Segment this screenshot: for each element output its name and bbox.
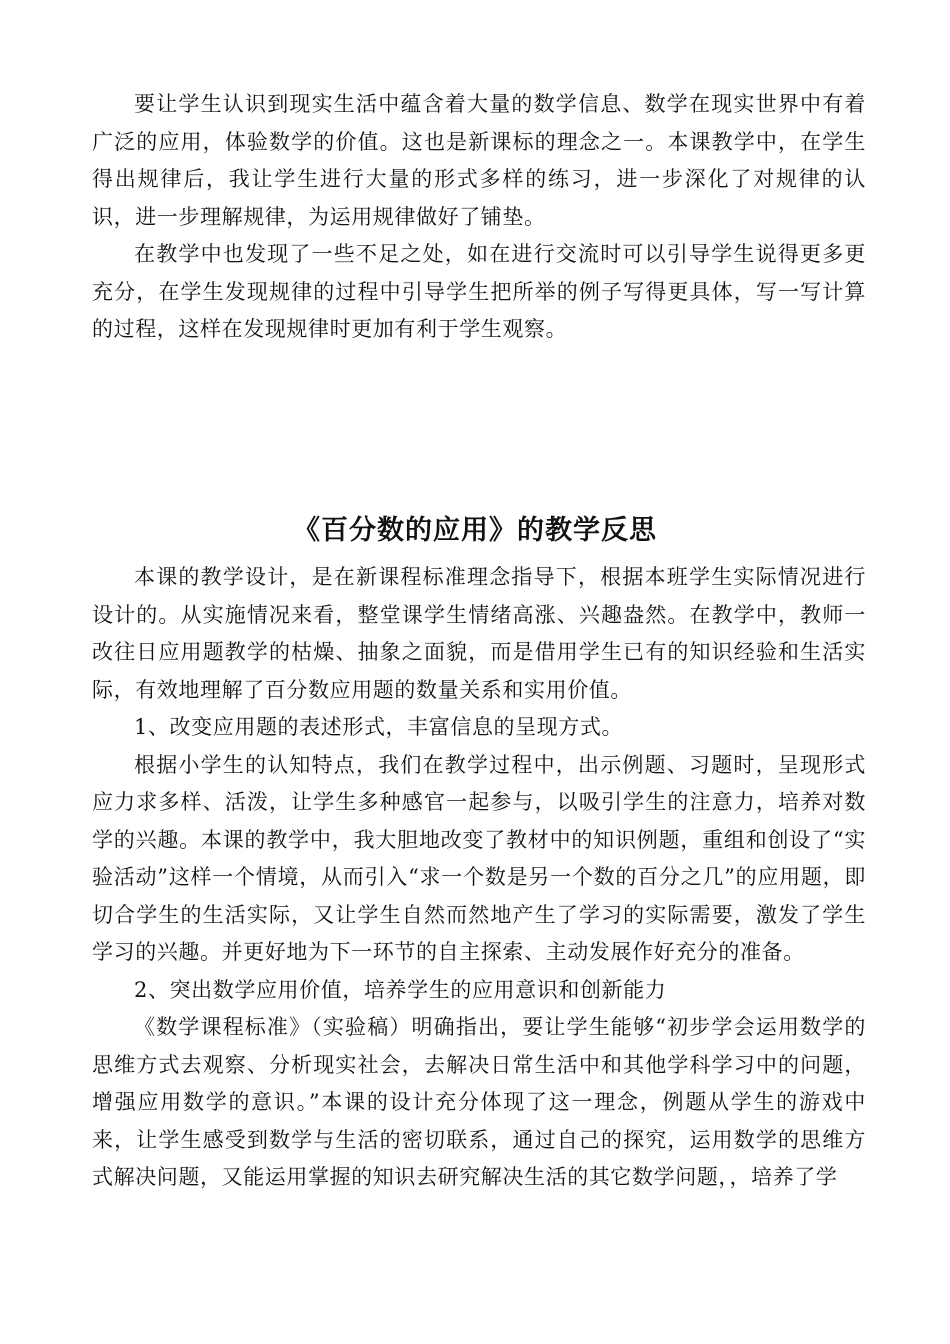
- article-title: 《百分数的应用》的教学反思: [293, 515, 657, 546]
- paragraph: 根据小学生的认知特点，我们在教学过程中，出示例题、习题时，呈现形式应力求多样、活泼，让学生多种感官一起参与，以吸引学生的注意力，培养对数学的兴趣。本课的教学中，我大胆地改变了教材中的知识例题，重组和创设了“实验活动”这样一个情境，从而引入“求一个数是另一个数的百分之几”的应用题，即切合学生的生活实际，又让学生自然而然地产生了学习的实际需要，激发了学生学习的兴趣。并更好地为下一环节的自主探索、主动发展作好充分的准备。: [92, 752, 866, 964]
- top-section: [92, 86, 866, 349]
- article-body: [92, 559, 866, 1197]
- paragraph: 在教学中也发现了一些不足之处，如在进行交流时可以引导学生说得更多更充分，在学生发现规律的过程中引导学生把所举的例子写得更具体，写一写计算的过程，这样在发现规律时更加有利于学生观察。: [92, 242, 866, 341]
- paragraph: 本课的教学设计，是在新课程标准理念指导下，根据本班学生实际情况进行设计的。从实施情况来看，整堂课学生情绪高涨、兴趣盎然。在教学中，教师一改往日应用题教学的枯燥、抽象之面貌，而是借用学生已有的知识经验和生活实际，有效地理解了百分数应用题的数量关系和实用价值。: [92, 565, 866, 702]
- section-heading: 2、突出数学应用价值，培养学生的应用意识和创新能力: [134, 977, 667, 1002]
- paragraph: 要让学生认识到现实生活中蕴含着大量的数学信息、数学在现实世界中有着广泛的应用，体验数学的价值。这也是新课标的理念之一。本课教学中，在学生得出规律后，我让学生进行大量的形式多样的练习，进一步深化了对规律的认识，进一步理解规律，为运用规律做好了铺垫。: [92, 92, 866, 229]
- paragraph: 《数学课程标准》（实验稿）明确指出，要让学生能够“初步学会运用数学的思维方式去观察、分析现实社会，去解决日常生活中和其他学科学习中的问题，增强应用数学的意识。”本课的设计充分体现了这一理念，例题从学生的游戏中来，让学生感受到数学与生活的密切联系，通过自己的探究，运用数学的思维方式解决问题，又能运用掌握的知识去研究解决生活的其它数学问题，，培养了学: [92, 1015, 866, 1189]
- section-heading: 1、改变应用题的表述形式，丰富信息的呈现方式。: [134, 715, 624, 739]
